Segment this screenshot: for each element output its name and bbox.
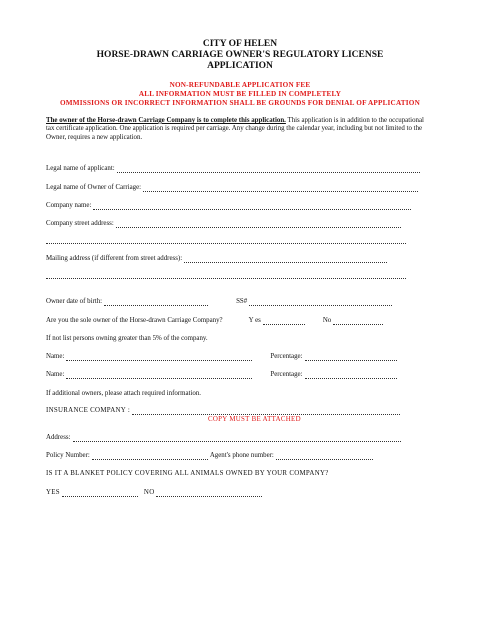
agent-phone-field[interactable] (276, 452, 373, 460)
legal-name-label: Legal name of applicant: (46, 165, 115, 172)
mailing-address-field-2[interactable] (46, 277, 406, 279)
owner-name-label: Legal name of Owner of Carriage: (46, 184, 142, 191)
blanket-yes-label: YES (46, 489, 60, 496)
intro-paragraph (46, 117, 426, 142)
blanket-policy-row (46, 469, 329, 478)
intro-text: This application is in addition to the occupational tax certificate application. One application is required per carriage. Any change during the calendar year, including but not limited to the Owner, requires a new application. (46, 117, 424, 141)
notice-denial: OMMISSIONS OR INCORRECT INFORMATION SHALL BE GROUNDS FOR DENIAL OF APPLICATION (60, 99, 420, 107)
notice-complete: ALL INFORMATION MUST BE FILLED IN COMPLETELY (138, 90, 342, 98)
insurance-row (46, 406, 400, 415)
company-address-row (46, 219, 401, 228)
additional-owners-row (46, 389, 201, 398)
sole-owner-no-label: No (322, 317, 332, 324)
owner-1-percentage-field[interactable] (305, 353, 397, 361)
sole-owner-yes-field[interactable] (263, 317, 305, 325)
owner-2-row (46, 370, 397, 379)
blanket-no-label: NO (143, 489, 155, 496)
owner-2-percentage-label: Percentage: (270, 371, 303, 378)
policy-row (46, 451, 373, 460)
notice-block (0, 81, 480, 108)
company-name-field[interactable] (93, 202, 411, 210)
company-name-row (46, 201, 411, 210)
title-city: CITY OF HELEN (202, 39, 278, 49)
insurance-address-field[interactable] (73, 434, 401, 442)
owner-name-row (46, 183, 418, 192)
dob-label: Owner date of birth: (46, 298, 103, 305)
company-address-field-2[interactable] (46, 242, 406, 244)
owner-name-field[interactable] (143, 184, 418, 192)
blanket-yes-field[interactable] (62, 489, 138, 497)
mailing-address-row (46, 254, 387, 263)
insurance-field[interactable] (132, 407, 400, 415)
owner-2-name-label: Name: (46, 371, 65, 378)
sole-owner-yes-label: Y es (248, 317, 261, 324)
policy-number-label: Policy Number: (46, 452, 90, 459)
owner-2-name-field[interactable] (66, 371, 252, 379)
sole-owner-no-field[interactable] (333, 317, 383, 325)
blanket-no-field[interactable] (156, 489, 262, 497)
copy-attached-note: COPY MUST BE ATTACHED (208, 416, 301, 423)
company-name-label: Company name: (46, 202, 92, 209)
ssn-label: SS# (236, 298, 248, 305)
policy-number-field[interactable] (92, 452, 208, 460)
ssn-field[interactable] (249, 298, 392, 306)
owner-1-name-field[interactable] (66, 353, 252, 361)
insurance-label: INSURANCE COMPANY : (46, 407, 131, 414)
notice-fee: NON-REFUNDABLE APPLICATION FEE (169, 81, 311, 89)
insurance-address-label: Address: (46, 434, 71, 441)
additional-owners-text: If additional owners, please attach required information. (46, 390, 201, 397)
blanket-answer-row (46, 488, 262, 497)
company-address-field[interactable] (116, 220, 401, 228)
owner-2-percentage-field[interactable] (305, 371, 397, 379)
dob-field[interactable] (104, 298, 208, 306)
owner-1-name-label: Name: (46, 353, 65, 360)
intro-lead: The owner of the Horse-drawn Carriage Company is to complete this application. (46, 117, 286, 124)
insurance-address-row (46, 433, 401, 442)
mailing-address-label: Mailing address (if different from street address): (46, 255, 183, 262)
sole-owner-question: Are you the sole owner of the Horse-drawn Carriage Company? (46, 317, 223, 324)
title-application: APPLICATION (207, 61, 273, 71)
owner-1-row (46, 352, 397, 361)
form-title (0, 39, 480, 72)
legal-name-field[interactable] (117, 165, 420, 173)
company-address-label: Company street address: (46, 220, 114, 227)
agent-phone-label: Agent's phone number: (209, 452, 274, 459)
dob-ssn-row (46, 297, 392, 306)
if-not-list-row (46, 334, 208, 343)
if-not-list-text: If not list persons owning greater than 5% of the company. (46, 335, 208, 342)
legal-name-row (46, 164, 420, 173)
mailing-address-field[interactable] (184, 255, 387, 263)
owner-1-percentage-label: Percentage: (270, 353, 303, 360)
title-license: HORSE-DRAWN CARRIAGE OWNER'S REGULATORY LICENSE (96, 50, 384, 60)
sole-owner-row (46, 316, 383, 325)
blanket-policy-question: IS IT A BLANKET POLICY COVERING ALL ANIMALS OWNED BY YOUR COMPANY? (46, 470, 329, 477)
